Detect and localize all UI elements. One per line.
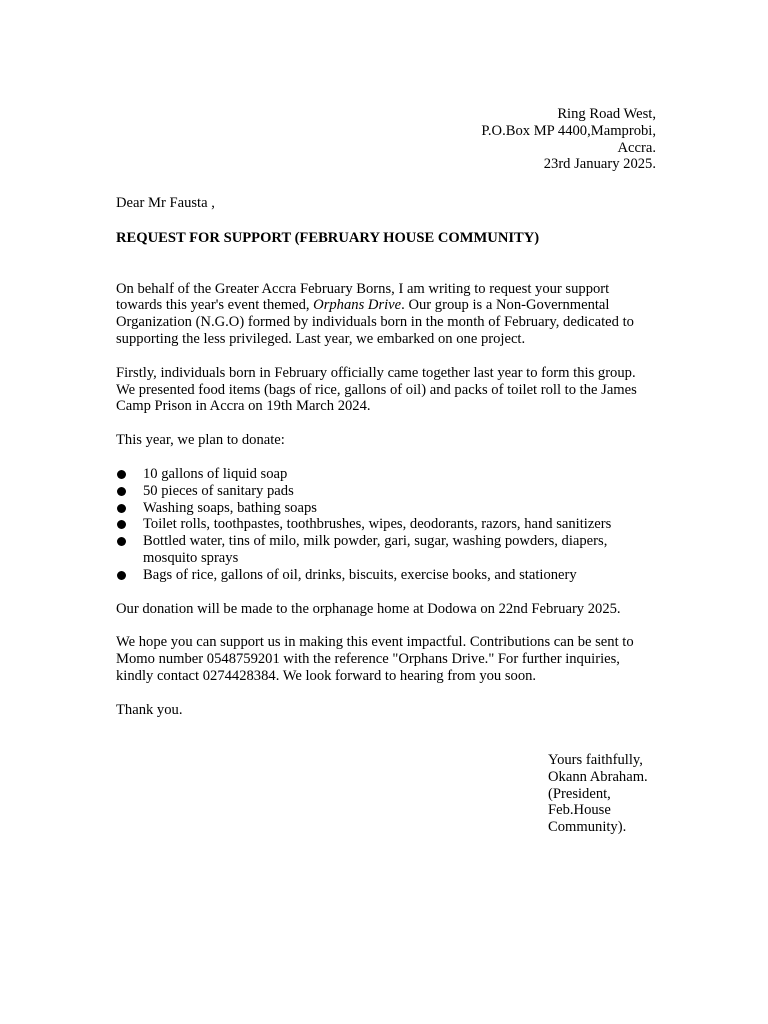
closing: Yours faithfully, [548,752,643,768]
signer-title-line-3: Community). [548,819,627,836]
bullet-icon [117,504,126,513]
bullet-icon [117,537,126,546]
paragraph-intro-before: On behalf of the Greater Accra February Borns, I am writing to request your support towards this year's event themed, [116,280,610,314]
paragraph-history: Firstly, individuals born in February officially came together last year to form this group. We presented food items (bags of rice, gallons of oil) and packs of toilet roll to the James Camp Prison in Accra on 19th March 2024. [116,364,637,415]
thanks-line: Thank you. [116,701,183,718]
bullet-icon [117,571,126,580]
salutation: Dear Mr Fausta , [116,195,215,211]
letter-body [116,195,656,719]
list-item: Washing soaps, bathing soaps [116,500,656,517]
address-line-2: P.O.Box MP 4400,Mamprobi, [481,122,656,139]
donation-list [116,466,656,584]
signer-name: Okann Abraham. [548,768,648,785]
list-item: 10 gallons of liquid soap [116,466,656,483]
signer-title-line-2: Feb.House [548,802,611,819]
paragraph-donation-details: Our donation will be made to the orphanage home at Dodowa on 22nd February 2025. [116,600,621,617]
event-theme: Orphans Drive [313,297,402,314]
bullet-icon [117,520,126,529]
list-item: 50 pieces of sanitary pads [116,483,656,500]
bullet-icon [117,470,126,479]
signer-title-line-1: (President, [548,785,611,802]
list-item: Bottled water, tins of milo, milk powder, gari, sugar, washing powders, diapers, mosquito sprays [116,533,656,567]
bullet-icon [117,487,126,496]
list-item: Bags of rice, gallons of oil, drinks, biscuits, exercise books, and stationery [116,567,656,584]
address-line-1: Ring Road West, [557,106,656,122]
paragraph-intro-after: . Our group is a Non-Governmental Organization (N.G.O) formed by individuals born in the month of February, dedicated to supporting the less privileged. Last year, we embarked on one project. [116,297,634,347]
paragraph-contributions: We hope you can support us in making this event impactful. Contributions can be sent to Momo number 0548759201 with the reference "Orphans Drive." For further inquiries, kindly contact 0274428384. We look forward to hearing from you soon. [116,634,634,684]
paragraph-intro [116,281,656,348]
signature-block [548,752,648,836]
subject-heading: REQUEST FOR SUPPORT (FEBRUARY HOUSE COMMUNITY) [116,229,540,246]
list-item: Toilet rolls, toothpastes, toothbrushes, wipes, deodorants, razors, hand sanitizers [116,516,656,533]
paragraph-donate-intro: This year, we plan to donate: [116,432,285,449]
letter-date: 23rd January 2025. [543,156,656,173]
sender-address [481,106,656,173]
address-line-3: Accra. [617,139,656,156]
